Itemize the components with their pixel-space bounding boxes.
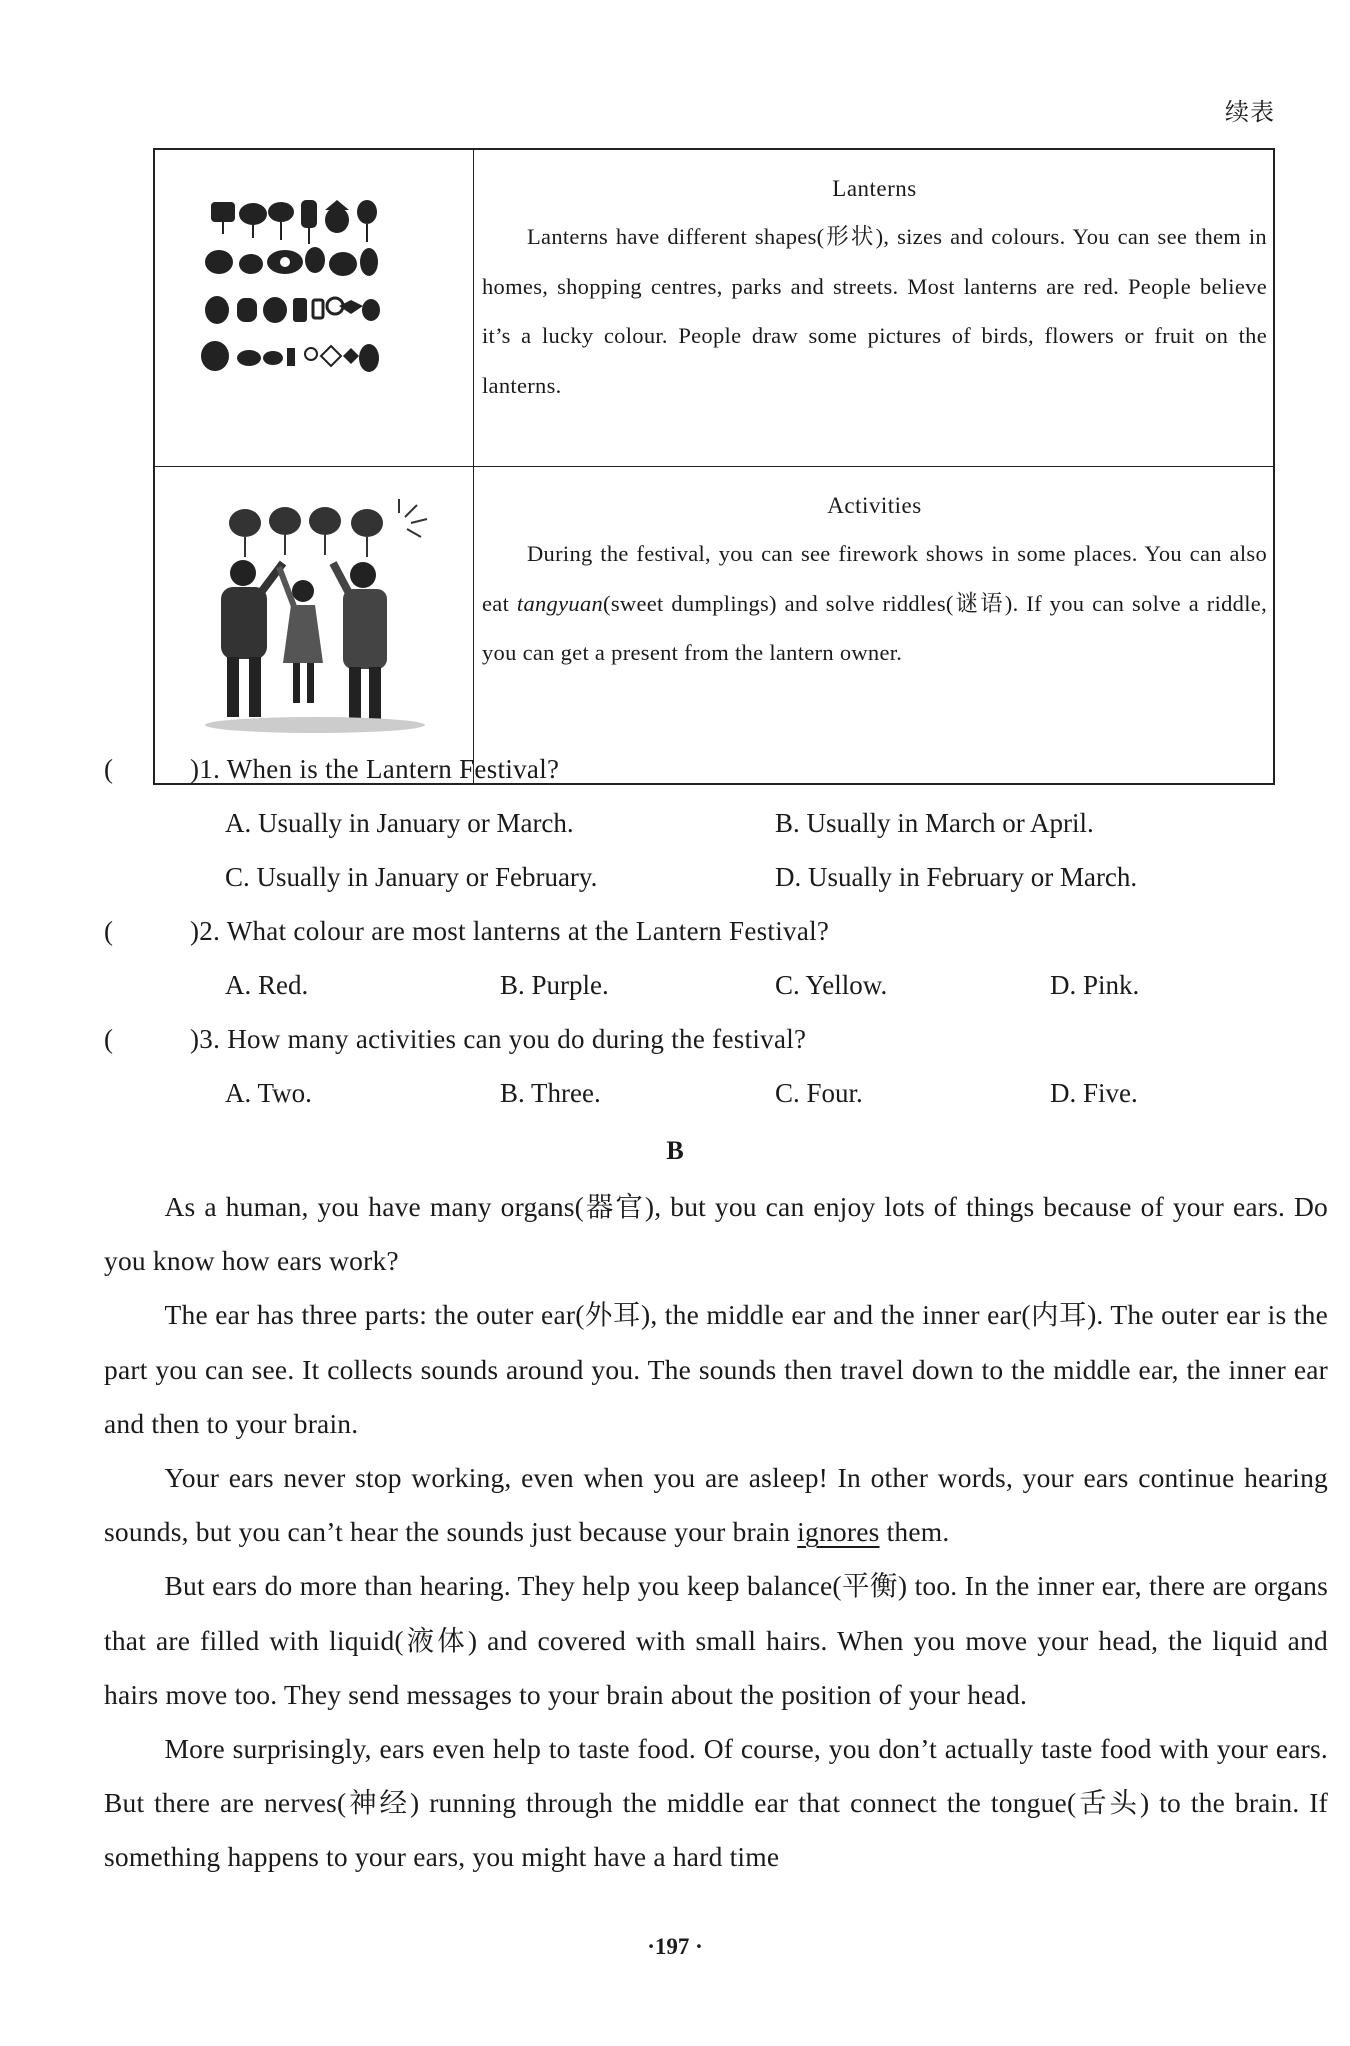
q3-option-b: B. Three. [500, 1078, 601, 1108]
activities-illustration-cell [154, 467, 474, 785]
lanterns-illustration-cell [154, 149, 474, 467]
lanterns-text-cell [474, 149, 1275, 467]
question-1 [104, 754, 559, 785]
question-2 [104, 916, 829, 947]
lanterns-title: Lanterns [832, 176, 917, 201]
activities-body-start: During the festival, you can see firework shows in some places. You can also eat [482, 541, 1267, 616]
table-row [154, 149, 1274, 467]
activities-title: Activities [827, 493, 922, 518]
activities-text-cell [474, 467, 1275, 785]
q3-option-a: A. Two. [225, 1078, 312, 1108]
answer-blank-2[interactable]: ( [104, 916, 114, 946]
tangyuan-term: tangyuan [516, 590, 604, 616]
answer-blank-3[interactable]: ( [104, 1024, 114, 1054]
q1-option-d: D. Usually in February or March. [775, 862, 1138, 892]
continued-table-label: 续表 [1225, 100, 1275, 126]
q2-option-d: D. Pink. [1050, 970, 1140, 1000]
question-3-text: )3. How many activities can you do during the festival? [190, 1024, 807, 1054]
lanterns-illustration [155, 150, 473, 440]
section-b-heading: B [666, 1136, 684, 1165]
q1-option-c: C. Usually in January or February. [225, 862, 598, 892]
reading-info-table [153, 148, 1275, 785]
paragraph-3-end: them. [879, 1516, 950, 1548]
passage-paragraph-1: As a human, you have many organs(器官), but you can enjoy lots of things because of your ears. Do you know how ears work? [104, 1191, 1328, 1277]
underlined-word-ignores: ignores [797, 1516, 880, 1548]
paragraph-3-start: Your ears never stop working, even when you are asleep! In other words, your ears continue hearing sounds, but you can’t hear the sounds just because your brain [104, 1462, 1328, 1548]
table-row [154, 467, 1274, 785]
passage-b [104, 1180, 1328, 1885]
activities-body [482, 529, 1267, 678]
question-2-text: )2. What colour are most lanterns at the Lantern Festival? [190, 916, 830, 946]
q2-option-c: C. Yellow. [775, 970, 888, 1000]
activities-body-end: (sweet dumplings) and solve riddles(谜语). If you can solve a riddle, you can get a present from the lantern owner. [482, 590, 1267, 665]
q3-option-d: D. Five. [1050, 1078, 1138, 1108]
q3-option-c: C. Four. [775, 1078, 863, 1108]
question-1-text: )1. When is the Lantern Festival? [190, 754, 560, 784]
q2-option-b: B. Purple. [500, 970, 609, 1000]
page-number: ·197 · [647, 1934, 703, 1959]
passage-paragraph-2: The ear has three parts: the outer ear(外耳), the middle ear and the inner ear(内耳). The outer ear is the part you can see. It collects sounds around you. The sounds then travel down to the middle ear, the inner ear and then to your brain. [104, 1299, 1328, 1439]
passage-paragraph-4: But ears do more than hearing. They help you keep balance(平衡) too. In the inner ear, there are organs that are filled with liquid(液体) and covered with small hairs. When you move your head, the liquid and hairs move too. They send messages to your brain about the position of your head. [104, 1570, 1328, 1710]
lanterns-body: Lanterns have different shapes(形状), sizes and colours. You can see them in homes, shopping centres, parks and streets. Most lanterns are red. People believe it’s a lucky colour. People draw some pictures of birds, flowers or fruit on the lanterns. [482, 224, 1267, 398]
passage-paragraph-3 [104, 1451, 1328, 1559]
question-3 [104, 1024, 806, 1055]
q2-option-a: A. Red. [225, 970, 309, 1000]
passage-paragraph-5: More surprisingly, ears even help to taste food. Of course, you don’t actually taste food with your ears. But there are nerves(神经) running through the middle ear that connect the tongue(舌头) to the brain. If something happens to your ears, you might have a hard time [104, 1733, 1328, 1873]
q1-option-a: A. Usually in January or March. [225, 808, 574, 838]
q1-option-b: B. Usually in March or April. [775, 808, 1094, 838]
family-lanterns-illustration [155, 467, 473, 757]
answer-blank-1[interactable]: ( [104, 754, 114, 784]
